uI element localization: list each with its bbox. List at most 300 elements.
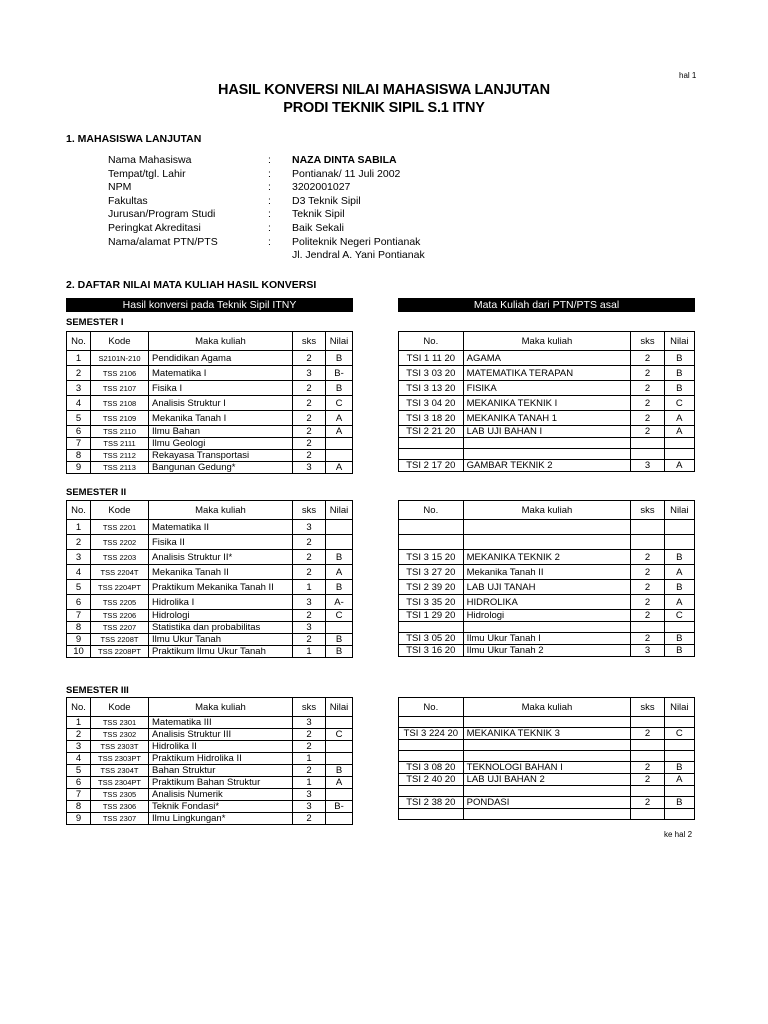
course-name: Rekayasa Transportasi	[149, 450, 293, 462]
origin-course-credits	[631, 809, 664, 820]
student-info-value: Pontianak/ 11 Juli 2002	[292, 167, 401, 180]
table-row	[399, 411, 695, 426]
table-row	[67, 765, 353, 777]
table-row	[67, 717, 353, 729]
course-grade	[326, 450, 353, 462]
row-number: 4	[67, 396, 91, 411]
course-grade: A	[326, 777, 353, 789]
course-grade: A	[326, 411, 353, 426]
table-row	[399, 717, 695, 728]
table-row	[67, 729, 353, 741]
row-number: 9	[67, 813, 91, 825]
course-grade: A	[326, 462, 353, 474]
course-name: Mekanika Tanah II	[149, 565, 293, 580]
row-number: 6	[67, 426, 91, 438]
course-grade	[326, 622, 353, 634]
row-number: 3	[67, 550, 91, 565]
table-row	[399, 535, 695, 550]
origin-course-code	[399, 622, 464, 633]
course-name: Praktikum Bahan Struktur	[149, 777, 293, 789]
origin-course-grade	[664, 740, 694, 751]
student-info-colon: :	[268, 221, 271, 234]
origin-course-name	[463, 535, 631, 550]
origin-course-credits: 2	[631, 366, 664, 381]
table-row	[399, 426, 695, 438]
column-header: No.	[399, 332, 464, 351]
table-row	[67, 753, 353, 765]
row-number: 2	[67, 366, 91, 381]
table-row	[399, 449, 695, 460]
course-name: Praktikum Hidrolika II	[149, 753, 293, 765]
course-grade	[326, 535, 353, 550]
course-credits: 3	[293, 595, 326, 610]
course-grade: C	[326, 610, 353, 622]
origin-course-code: TSI 2 17 20	[399, 460, 464, 472]
course-code: TSS 2108	[91, 396, 149, 411]
row-number: 1	[67, 520, 91, 535]
origin-course-grade: B	[664, 762, 694, 774]
table-row	[67, 381, 353, 396]
student-info-value: Teknik Sipil	[292, 208, 345, 221]
course-credits: 3	[293, 622, 326, 634]
origin-course-credits: 2	[631, 762, 664, 774]
origin-course-grade	[664, 809, 694, 820]
course-credits: 3	[293, 789, 326, 801]
origin-course-name: HIDROLIKA	[463, 595, 631, 610]
origin-course-name	[463, 751, 631, 762]
table-row	[67, 789, 353, 801]
course-name: Statistika dan probabilitas	[149, 622, 293, 634]
origin-course-code: TSI 1 29 20	[399, 610, 464, 622]
course-grade	[326, 438, 353, 450]
itny-grades-table	[66, 331, 353, 474]
origin-course-grade: A	[664, 565, 694, 580]
left-panel-header: Hasil konversi pada Teknik Sipil ITNY	[66, 298, 353, 312]
row-number: 10	[67, 646, 91, 658]
table-row	[67, 366, 353, 381]
origin-course-credits: 2	[631, 351, 664, 366]
origin-course-credits: 2	[631, 633, 664, 645]
origin-course-grade	[664, 786, 694, 797]
table-row	[67, 411, 353, 426]
student-info-label: Tempat/tgl. Lahir	[108, 167, 186, 180]
course-grade	[326, 520, 353, 535]
course-credits: 2	[293, 610, 326, 622]
student-info-colon: :	[268, 181, 271, 194]
course-code: TSS 2307	[91, 813, 149, 825]
origin-course-grade: B	[664, 797, 694, 809]
course-grade: A	[326, 565, 353, 580]
next-page-note: ke hal 2	[664, 830, 693, 839]
origin-course-grade: C	[664, 728, 694, 740]
semester-label: SEMESTER I	[66, 317, 124, 328]
table-row	[67, 438, 353, 450]
course-credits: 3	[293, 801, 326, 813]
student-info-value: Baik Sekali	[292, 221, 344, 234]
origin-course-code	[399, 520, 464, 535]
column-header: sks	[293, 501, 326, 520]
student-info-colon: :	[268, 208, 271, 221]
course-grade: B	[326, 580, 353, 595]
origin-course-grade: C	[664, 396, 694, 411]
course-code: TSS 2303T	[91, 741, 149, 753]
course-code: TSS 2107	[91, 381, 149, 396]
origin-course-name	[463, 520, 631, 535]
origin-course-code	[399, 717, 464, 728]
student-info-label: NPM	[108, 181, 132, 194]
column-header: Kode	[91, 698, 149, 717]
origin-course-credits: 3	[631, 645, 664, 657]
course-credits: 1	[293, 580, 326, 595]
course-code: TSS 2207	[91, 622, 149, 634]
course-grade: B-	[326, 801, 353, 813]
table-row	[399, 396, 695, 411]
row-number: 3	[67, 381, 91, 396]
origin-course-name: PONDASI	[463, 797, 631, 809]
course-name: Analisis Struktur III	[149, 729, 293, 741]
table-row	[399, 809, 695, 820]
course-grade: B	[326, 351, 353, 366]
semester-label: SEMESTER III	[66, 685, 129, 696]
course-code: TSS 2206	[91, 610, 149, 622]
course-name: Analisis Numerik	[149, 789, 293, 801]
origin-course-name: LAB UJI TANAH	[463, 580, 631, 595]
course-credits: 3	[293, 462, 326, 474]
row-number: 1	[67, 717, 91, 729]
origin-course-name: MEKANIKA TANAH 1	[463, 411, 631, 426]
origin-course-credits: 2	[631, 396, 664, 411]
course-name: Analisis Struktur II*	[149, 550, 293, 565]
origin-course-credits	[631, 751, 664, 762]
row-number: 5	[67, 411, 91, 426]
origin-course-code: TSI 3 15 20	[399, 550, 464, 565]
origin-course-grade	[664, 622, 694, 633]
origin-course-grade: B	[664, 381, 694, 396]
column-header: Nilai	[664, 332, 694, 351]
course-code: TSS 2305	[91, 789, 149, 801]
column-header: Nilai	[326, 698, 353, 717]
origin-course-grade: B	[664, 580, 694, 595]
course-credits: 2	[293, 565, 326, 580]
origin-course-grade	[664, 535, 694, 550]
table-row	[399, 438, 695, 449]
column-header: Nilai	[326, 332, 353, 351]
student-info-colon: :	[268, 235, 271, 248]
origin-course-name: Mekanika Tanah II	[463, 565, 631, 580]
row-number: 4	[67, 753, 91, 765]
student-info-label: Nama Mahasiswa	[108, 154, 192, 166]
document-title: HASIL KONVERSI NILAI MAHASISWA LANJUTAN	[218, 82, 550, 98]
course-credits: 2	[293, 381, 326, 396]
origin-course-name: MEKANIKA TEKNIK 3	[463, 728, 631, 740]
row-number: 2	[67, 535, 91, 550]
course-grade: B	[326, 765, 353, 777]
row-number: 8	[67, 801, 91, 813]
course-code: TSS 2303PT	[91, 753, 149, 765]
course-grade	[326, 741, 353, 753]
course-name: Ilmu Bahan	[149, 426, 293, 438]
origin-course-credits: 2	[631, 728, 664, 740]
origin-course-grade: A	[664, 595, 694, 610]
origin-course-name: GAMBAR TEKNIK 2	[463, 460, 631, 472]
origin-course-grade	[664, 717, 694, 728]
row-number: 5	[67, 580, 91, 595]
column-header: Nilai	[664, 698, 694, 717]
origin-course-name	[463, 809, 631, 820]
table-header-row	[67, 698, 353, 717]
row-number: 7	[67, 610, 91, 622]
table-row	[67, 550, 353, 565]
course-grade: A	[326, 426, 353, 438]
origin-course-code: TSI 1 11 20	[399, 351, 464, 366]
origin-course-name: MEKANIKA TEKNIK I	[463, 396, 631, 411]
course-name: Bahan Struktur	[149, 765, 293, 777]
origin-grades-table	[398, 697, 695, 820]
origin-course-code	[399, 449, 464, 460]
column-header: sks	[293, 332, 326, 351]
table-row	[399, 610, 695, 622]
origin-course-name: LAB UJI BAHAN I	[463, 426, 631, 438]
row-number: 8	[67, 450, 91, 462]
table-row	[67, 520, 353, 535]
course-code: TSS 2109	[91, 411, 149, 426]
course-credits: 2	[293, 634, 326, 646]
origin-course-code: TSI 3 18 20	[399, 411, 464, 426]
origin-course-credits	[631, 717, 664, 728]
table-header-row	[67, 501, 353, 520]
course-code: TSS 2110	[91, 426, 149, 438]
course-name: Analisis Struktur I	[149, 396, 293, 411]
course-code: TSS 2201	[91, 520, 149, 535]
course-grade	[326, 789, 353, 801]
table-row	[67, 595, 353, 610]
course-code: TSS 2205	[91, 595, 149, 610]
origin-course-credits: 2	[631, 595, 664, 610]
row-number: 3	[67, 741, 91, 753]
origin-course-code: TSI 3 04 20	[399, 396, 464, 411]
origin-course-name	[463, 438, 631, 449]
table-row	[399, 728, 695, 740]
course-credits: 2	[293, 438, 326, 450]
row-number: 2	[67, 729, 91, 741]
course-credits: 3	[293, 520, 326, 535]
origin-course-name: MEKANIKA TEKNIK 2	[463, 550, 631, 565]
course-credits: 2	[293, 351, 326, 366]
table-row	[399, 740, 695, 751]
table-row	[399, 645, 695, 657]
course-name: Matematika III	[149, 717, 293, 729]
course-name: Pendidikan Agama	[149, 351, 293, 366]
origin-course-grade	[664, 520, 694, 535]
course-name: Ilmu Lingkungan*	[149, 813, 293, 825]
column-header: Maka kuliah	[463, 332, 631, 351]
row-number: 9	[67, 634, 91, 646]
origin-grades-table	[398, 500, 695, 657]
origin-course-credits: 2	[631, 550, 664, 565]
course-code: TSS 2304T	[91, 765, 149, 777]
origin-course-name	[463, 449, 631, 460]
table-row	[67, 565, 353, 580]
origin-course-code: TSI 3 08 20	[399, 762, 464, 774]
origin-course-credits: 2	[631, 797, 664, 809]
course-name: Fisika I	[149, 381, 293, 396]
table-row	[399, 797, 695, 809]
column-header: No.	[399, 501, 464, 520]
course-name: Mekanika Tanah I	[149, 411, 293, 426]
course-name: Ilmu Ukur Tanah	[149, 634, 293, 646]
itny-grades-table	[66, 697, 353, 825]
origin-course-grade	[664, 751, 694, 762]
course-credits: 1	[293, 753, 326, 765]
table-row	[399, 786, 695, 797]
section-grades-heading: 2. DAFTAR NILAI MATA KULIAH HASIL KONVERSI	[66, 279, 317, 291]
origin-course-name: TEKNOLOGI BAHAN I	[463, 762, 631, 774]
student-info-value: NAZA DINTA SABILA	[292, 154, 397, 166]
course-credits: 1	[293, 646, 326, 658]
course-name: Matematika I	[149, 366, 293, 381]
table-row	[67, 813, 353, 825]
table-header-row	[399, 332, 695, 351]
origin-course-credits: 2	[631, 580, 664, 595]
course-grade: B	[326, 646, 353, 658]
course-grade: B	[326, 550, 353, 565]
course-name: Matematika II	[149, 520, 293, 535]
course-code: S2101N-210	[91, 351, 149, 366]
course-grade: B	[326, 381, 353, 396]
student-info-value: Politeknik Negeri Pontianak	[292, 235, 421, 248]
origin-course-credits	[631, 535, 664, 550]
column-header: Kode	[91, 501, 149, 520]
column-header: Maka kuliah	[149, 698, 293, 717]
origin-course-grade: A	[664, 411, 694, 426]
column-header: Maka kuliah	[463, 501, 631, 520]
course-code: TSS 2301	[91, 717, 149, 729]
student-info-label: Fakultas	[108, 194, 148, 207]
row-number: 6	[67, 595, 91, 610]
origin-course-code: TSI 2 39 20	[399, 580, 464, 595]
origin-course-code	[399, 809, 464, 820]
course-name: Ilmu Geologi	[149, 438, 293, 450]
origin-course-code: TSI 2 38 20	[399, 797, 464, 809]
course-code: TSS 2203	[91, 550, 149, 565]
row-number: 7	[67, 789, 91, 801]
table-row	[67, 646, 353, 658]
table-row	[67, 741, 353, 753]
table-row	[67, 462, 353, 474]
section-student-heading: 1. MAHASISWA LANJUTAN	[66, 133, 202, 145]
student-info-colon: :	[268, 154, 271, 166]
origin-course-code	[399, 535, 464, 550]
origin-course-code: TSI 2 21 20	[399, 426, 464, 438]
origin-course-credits	[631, 520, 664, 535]
origin-course-grade: C	[664, 610, 694, 622]
course-code: TSS 2106	[91, 366, 149, 381]
column-header: sks	[631, 698, 664, 717]
table-row	[399, 633, 695, 645]
origin-course-credits	[631, 449, 664, 460]
course-code: TSS 2204PT	[91, 580, 149, 595]
origin-course-name	[463, 717, 631, 728]
column-header: Nilai	[664, 501, 694, 520]
table-row	[67, 610, 353, 622]
origin-course-name	[463, 740, 631, 751]
course-code: TSS 2304PT	[91, 777, 149, 789]
origin-course-credits	[631, 438, 664, 449]
row-number: 4	[67, 565, 91, 580]
column-header: sks	[631, 332, 664, 351]
student-info-label: Peringkat Akreditasi	[108, 221, 201, 234]
student-info-value: Jl. Jendral A. Yani Pontianak	[292, 249, 425, 262]
table-row	[67, 450, 353, 462]
origin-course-name: FISIKA	[463, 381, 631, 396]
origin-course-credits	[631, 786, 664, 797]
course-grade	[326, 753, 353, 765]
table-row	[67, 351, 353, 366]
origin-course-code	[399, 438, 464, 449]
course-name: Praktikum Mekanika Tanah II	[149, 580, 293, 595]
student-info-colon: :	[268, 167, 271, 180]
table-row	[67, 580, 353, 595]
origin-course-grade	[664, 438, 694, 449]
origin-course-credits: 2	[631, 774, 664, 786]
origin-course-grade: B	[664, 366, 694, 381]
course-grade	[326, 717, 353, 729]
course-code: TSS 2208PT	[91, 646, 149, 658]
origin-course-credits	[631, 622, 664, 633]
right-panel-header: Mata Kuliah dari PTN/PTS asal	[398, 298, 695, 312]
origin-course-code: TSI 3 05 20	[399, 633, 464, 645]
course-credits: 2	[293, 741, 326, 753]
course-code: TSS 2113	[91, 462, 149, 474]
origin-course-credits: 2	[631, 426, 664, 438]
student-info-label: Nama/alamat PTN/PTS	[108, 235, 218, 248]
column-header: Maka kuliah	[463, 698, 631, 717]
course-credits: 3	[293, 366, 326, 381]
origin-course-name	[463, 622, 631, 633]
origin-course-credits: 3	[631, 460, 664, 472]
origin-course-code	[399, 751, 464, 762]
table-row	[67, 535, 353, 550]
course-credits: 2	[293, 729, 326, 741]
origin-course-name	[463, 786, 631, 797]
column-header: No.	[67, 698, 91, 717]
course-credits: 2	[293, 411, 326, 426]
table-header-row	[399, 501, 695, 520]
course-credits: 2	[293, 535, 326, 550]
table-row	[399, 460, 695, 472]
course-code: TSS 2208T	[91, 634, 149, 646]
origin-course-credits: 2	[631, 381, 664, 396]
course-code: TSS 2112	[91, 450, 149, 462]
table-header-row	[67, 332, 353, 351]
origin-course-name: Ilmu Ukur Tanah 2	[463, 645, 631, 657]
column-header: sks	[293, 698, 326, 717]
course-code: TSS 2204T	[91, 565, 149, 580]
table-row	[399, 580, 695, 595]
table-row	[67, 801, 353, 813]
column-header: No.	[399, 698, 464, 717]
column-header: No.	[67, 332, 91, 351]
course-credits: 1	[293, 777, 326, 789]
table-header-row	[399, 698, 695, 717]
origin-course-grade: B	[664, 550, 694, 565]
table-row	[399, 565, 695, 580]
student-info-label: Jurusan/Program Studi	[108, 208, 216, 221]
course-name: Hidrologi	[149, 610, 293, 622]
origin-course-credits	[631, 740, 664, 751]
course-name: Fisika II	[149, 535, 293, 550]
course-name: Hidrolika I	[149, 595, 293, 610]
